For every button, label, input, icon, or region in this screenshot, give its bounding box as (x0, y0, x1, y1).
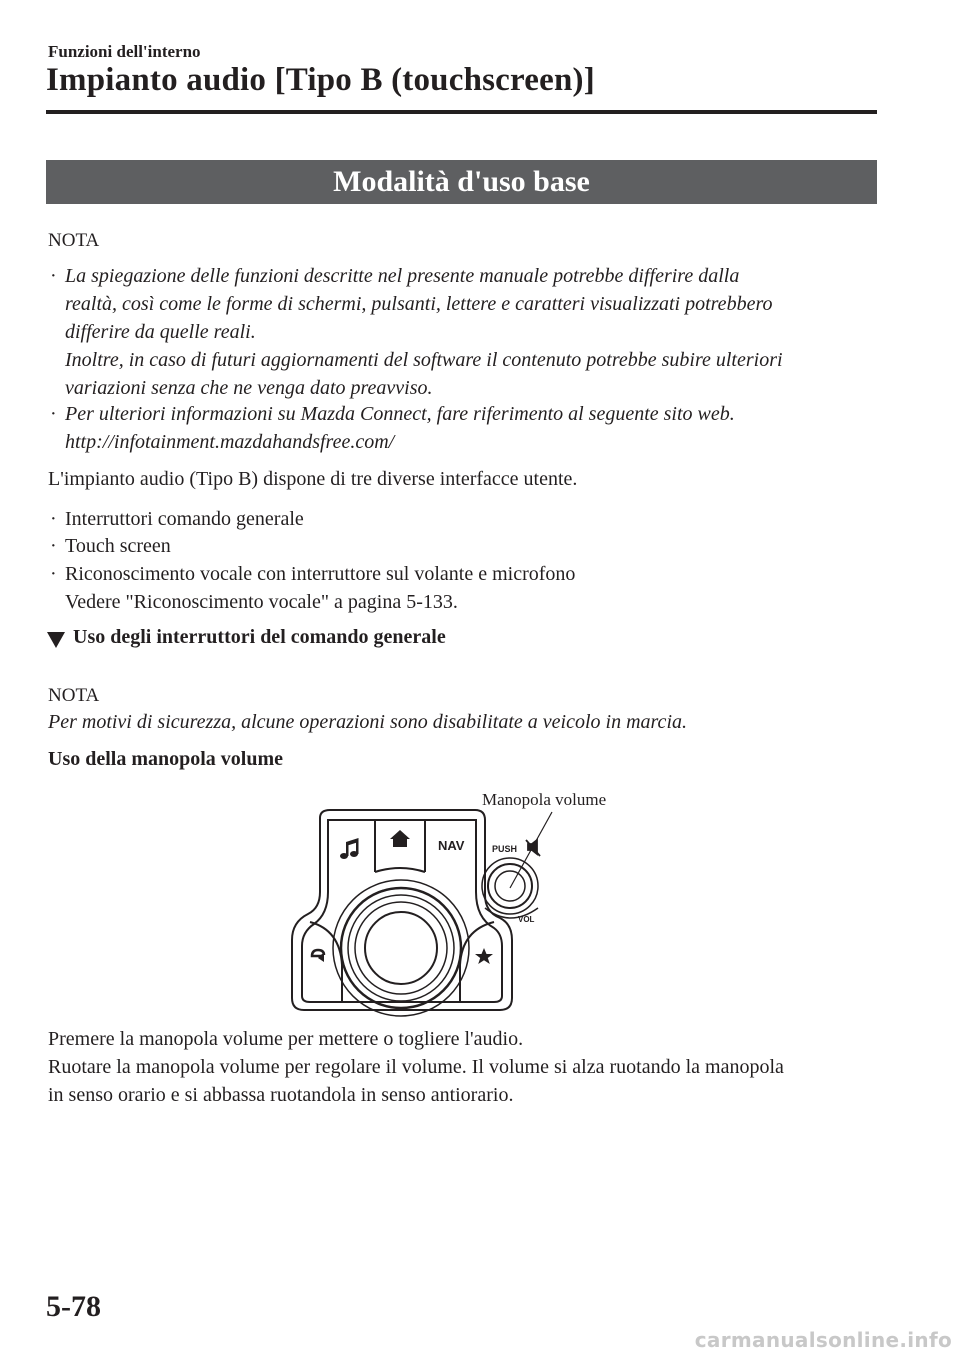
subsection-title: Uso degli interruttori del comando generale (73, 626, 446, 648)
page-number: 5-78 (46, 1290, 101, 1323)
bullet-dot: · (50, 265, 57, 287)
commander-control-figure (280, 800, 580, 1020)
intro-text: L'impianto audio (Tipo B) dispone di tre diverse interfacce utente. (48, 468, 578, 490)
bullet-dot: · (50, 535, 57, 557)
knob-outer-ring (333, 880, 469, 1016)
bullet-dot: · (50, 403, 57, 425)
chapter-title: Impianto audio [Tipo B (touchscreen)] (46, 62, 595, 98)
body-line: Ruotare la manopola volume per regolare il volume. Il volume si alza ruotando la manopola (48, 1056, 784, 1078)
knob-ring (341, 888, 461, 1008)
back-button-edge (310, 922, 342, 1002)
figure-callout: Manopola volume (482, 790, 607, 809)
knob-ring (348, 895, 454, 1001)
note-line: Inoltre, in caso di futuri aggiornamenti del software il contenuto potrebbe subire ulteriori (65, 349, 783, 371)
body-text (48, 1025, 888, 1109)
body-line: Premere la manopola volume per mettere o togliere l'audio. (48, 1028, 524, 1050)
note-bullet-2 (65, 400, 885, 456)
body-line: in senso orario e si abbassa ruotandola in senso antiorario. (48, 1084, 514, 1106)
interface-item: Interruttori comando generale (65, 508, 304, 530)
bullet-dot: · (50, 508, 57, 530)
bullet-dot: · (50, 563, 57, 585)
note-label: NOTA (48, 230, 100, 251)
note-text: Per motivi di sicurezza, alcune operazioni sono disabilitate a veicolo in marcia. (48, 711, 687, 733)
url-link[interactable]: http://infotainment.mazdahandsfree.com/ (65, 431, 395, 453)
volume-knob-center (495, 871, 525, 901)
volume-knob-bezel (482, 858, 538, 914)
knob-face (365, 912, 437, 984)
knob-heading: Uso della manopola volume (48, 748, 284, 770)
home-icon (390, 830, 410, 847)
note-line: differire da quelle reali. (65, 321, 256, 343)
interface-line: Riconoscimento vocale con interruttore sul volante e microfono (65, 563, 576, 585)
interface-line: Vedere "Riconoscimento vocale" a pagina 5-133. (65, 591, 458, 613)
triangle-marker-icon (47, 632, 65, 648)
music-note-icon (340, 838, 359, 859)
push-label: PUSH (492, 844, 518, 854)
note-line: Per ulteriori informazioni su Mazda Connect, fare riferimento al seguente sito web. (65, 403, 735, 425)
watermark: carmanualsonline.info (694, 1328, 952, 1352)
note-line: variazioni senza che ne venga dato preavviso. (65, 377, 433, 399)
section-banner: Modalità d'uso base (46, 160, 877, 204)
header-rule (46, 110, 877, 114)
note-label: NOTA (48, 685, 100, 706)
section-label: Funzioni dell'interno (48, 42, 201, 61)
home-button-edge (375, 868, 425, 872)
nav-button-label: NAV (438, 838, 465, 853)
favorite-star-icon (475, 948, 493, 964)
console-inner (302, 820, 502, 1002)
note-line: realtà, così come le forme di schermi, pulsanti, lettere e caratteri visualizzati potrebbero (65, 293, 773, 315)
interface-item (65, 560, 575, 616)
vol-label: VOL (518, 915, 535, 924)
mute-icon (526, 840, 540, 856)
knob-ring (355, 902, 447, 994)
note-line: La spiegazione delle funzioni descritte nel presente manuale potrebbe differire dalla (65, 265, 740, 287)
interface-item: Touch screen (65, 535, 171, 557)
note-bullet-1 (65, 262, 885, 402)
